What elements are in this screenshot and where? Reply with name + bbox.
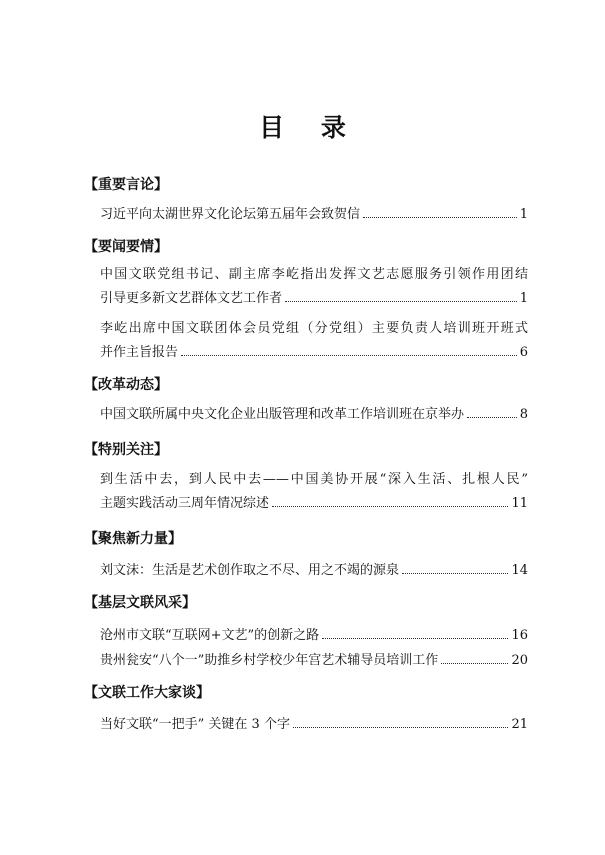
dot-leader [285,301,517,302]
toc-section-important-remarks [84,175,528,222]
dot-leader [272,506,508,507]
entry-page-number: 1 [519,207,528,222]
entry-title-line: 李屹出席中国文联团体会员党组（分党组）主要负责人培训班开班式 [100,321,528,336]
entry-page-number: 1 [519,291,528,306]
toc-section-news [84,237,528,360]
toc-entry[interactable] [100,559,528,583]
entry-page-number: 21 [511,717,528,732]
dot-leader [322,638,508,639]
entry-page-number: 16 [511,628,528,643]
dot-leader [293,727,508,728]
entry-title: 主题实践活动三周年情况综述 [100,496,270,511]
toc-entry[interactable] [100,624,528,648]
entry-title: 当好文联“一把手” 关键在 3 个字 [100,717,290,732]
toc-section-discussion [84,683,528,732]
section-header: 【特别关注】 [84,442,168,458]
entry-page-number: 20 [511,653,528,668]
toc-entry[interactable] [100,403,528,427]
section-header: 【文联工作大家谈】 [84,685,210,701]
dot-leader [181,355,517,356]
entry-page-number: 14 [511,563,528,578]
entry-title: 贵州瓮安“八个一”助推乡村学校少年宫艺术辅导员培训工作 [100,653,439,668]
entry-title: 刘文沫：生活是艺术创作取之不尽、用之不竭的源泉 [100,563,400,578]
entry-title: 并作主旨报告 [100,345,179,360]
entry-title: 沧州市文联“互联网+文艺”的创新之路 [100,628,320,643]
entry-title: 引导更多新文艺群体文艺工作者 [100,291,283,306]
section-header: 【基层文联风采】 [84,595,196,611]
entry-page-number: 6 [519,345,528,360]
dot-leader [363,217,517,218]
entry-title-line: 中国文联党组书记、副主席李屹指出发挥文艺志愿服务引领作用团结 [100,267,528,282]
entry-title-line: 到生活中去，到人民中去——中国美协开展“深入生活、扎根人民” [100,472,528,487]
section-header: 【改革动态】 [84,377,168,393]
toc-entry[interactable] [100,263,528,311]
dot-leader [441,663,508,664]
toc-entry[interactable] [100,468,528,516]
section-header: 【要闻要情】 [84,239,168,255]
entry-page-number: 8 [519,407,528,422]
entry-title: 习近平向太湖世界文化论坛第五届年会致贺信 [100,207,361,222]
toc-entry[interactable] [100,649,528,673]
toc-entry[interactable] [100,713,528,737]
toc-section-special-focus [84,440,528,511]
toc-section-grassroots [84,593,528,668]
toc-section-reform [84,375,528,422]
dot-leader [402,573,508,574]
entry-page-number: 11 [511,496,528,511]
page-title: 目 录 [259,113,360,142]
toc-section-new-forces [84,529,528,578]
section-header: 【重要言论】 [84,177,168,193]
entry-title: 中国文联所属中央文化企业出版管理和改革工作培训班在京举办 [100,407,465,422]
section-header: 【聚焦新力量】 [84,531,182,547]
toc-entry[interactable] [100,317,528,365]
dot-leader [467,417,517,418]
toc-entry[interactable] [100,203,528,227]
